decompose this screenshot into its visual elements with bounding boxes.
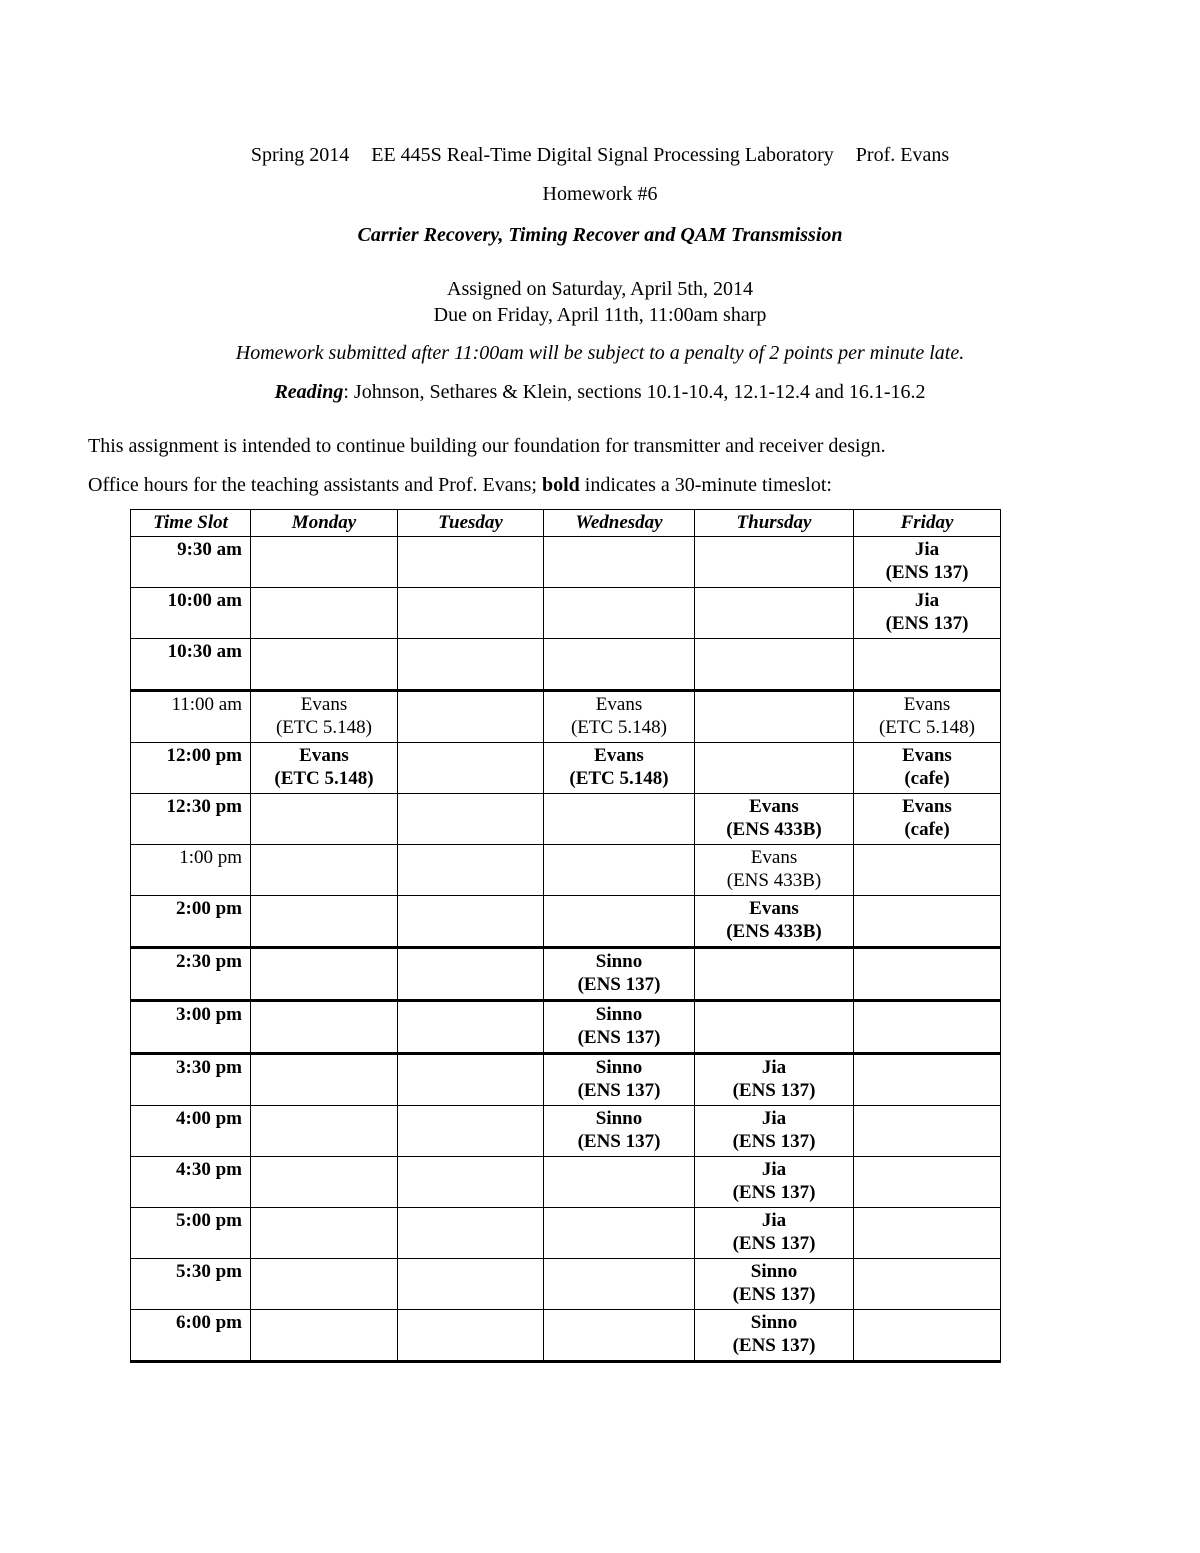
office-hours-person: Evans	[594, 745, 644, 766]
office-hours-location: (ENS 137)	[885, 613, 969, 634]
reading-label: Reading	[274, 381, 344, 403]
time-slot-cell: 2:00 pm	[131, 896, 251, 948]
course-header	[0, 143, 1200, 167]
time-slot-cell: 5:00 pm	[131, 1208, 251, 1259]
time-slot-cell: 2:30 pm	[131, 948, 251, 1001]
schedule-cell-wednesday	[544, 691, 695, 743]
schedule-cell-monday	[251, 845, 398, 896]
hours-prefix: Office hours for the teaching assistants and Prof. Evans;	[88, 474, 542, 496]
late-penalty-note: Homework submitted after 11:00am will be subject to a penalty of 2 points per minute late.	[235, 342, 965, 364]
schedule-cell-tuesday	[398, 896, 544, 948]
schedule-cell-thursday	[695, 896, 854, 948]
time-slot-cell: 1:00 pm	[131, 845, 251, 896]
reading-text: : Johnson, Sethares & Klein, sections 10.1-10.4, 12.1-12.4 and 16.1-16.2	[343, 381, 926, 403]
schedule-cell-wednesday	[544, 743, 695, 794]
schedule-cell-tuesday	[398, 537, 544, 588]
office-hours-person: Jia	[761, 1057, 787, 1078]
schedule-cell-wednesday	[544, 1208, 695, 1259]
office-hours-person: Evans	[903, 694, 951, 715]
schedule-cell-friday	[854, 1208, 1001, 1259]
time-slot-cell: 11:00 am	[131, 691, 251, 743]
time-slot-cell: 3:30 pm	[131, 1054, 251, 1106]
schedule-cell-tuesday	[398, 588, 544, 639]
office-hours-person: Evans	[902, 745, 952, 766]
schedule-cell-wednesday	[544, 794, 695, 845]
schedule-cell-thursday	[695, 794, 854, 845]
schedule-cell-friday	[854, 1106, 1001, 1157]
table-row	[131, 588, 1001, 639]
schedule-cell-friday	[854, 639, 1001, 691]
table-row	[131, 1106, 1001, 1157]
office-hours-person: Sinno	[595, 1108, 643, 1129]
office-hours-location: (ENS 137)	[885, 562, 969, 583]
schedule-cell-wednesday	[544, 1054, 695, 1106]
office-hours-person: Jia	[761, 1210, 787, 1231]
schedule-cell-wednesday	[544, 845, 695, 896]
table-row	[131, 691, 1001, 743]
schedule-cell-friday	[854, 743, 1001, 794]
schedule-cell-wednesday	[544, 1157, 695, 1208]
schedule-cell-monday	[251, 1310, 398, 1362]
office-hours-location: (ENS 137)	[577, 1131, 661, 1152]
office-hours-person: Sinno	[750, 1261, 798, 1282]
schedule-cell-friday	[854, 1001, 1001, 1054]
office-hours-location: (ENS 137)	[577, 1027, 661, 1048]
schedule-cell-wednesday	[544, 537, 695, 588]
schedule-cell-thursday	[695, 1106, 854, 1157]
schedule-cell-thursday	[695, 1310, 854, 1362]
office-hours-person: Evans	[299, 745, 349, 766]
schedule-cell-wednesday	[544, 588, 695, 639]
office-hours-location: (ENS 433B)	[726, 921, 822, 942]
schedule-cell-thursday	[695, 1157, 854, 1208]
table-row	[131, 743, 1001, 794]
time-slot-cell: 12:30 pm	[131, 794, 251, 845]
office-hours-location: (ETC 5.148)	[570, 717, 668, 738]
time-slot-cell: 3:00 pm	[131, 1001, 251, 1054]
office-hours-location: (ETC 5.148)	[274, 768, 374, 789]
schedule-cell-friday	[854, 1310, 1001, 1362]
office-hours-location: (ENS 137)	[732, 1335, 816, 1356]
table-row	[131, 639, 1001, 691]
table-row	[131, 537, 1001, 588]
schedule-cell-wednesday	[544, 639, 695, 691]
office-hours-person: Evans	[300, 694, 348, 715]
schedule-cell-monday	[251, 1157, 398, 1208]
office-hours-person: Sinno	[595, 951, 643, 972]
assigned-date: Assigned on Saturday, April 5th, 2014	[447, 278, 753, 300]
office-hours-location: (ETC 5.148)	[275, 717, 373, 738]
schedule-cell-friday	[854, 691, 1001, 743]
homework-subtitle: Carrier Recovery, Timing Recover and QAM Transmission	[357, 224, 843, 246]
schedule-cell-monday	[251, 588, 398, 639]
office-hours-person: Evans	[749, 796, 799, 817]
schedule-cell-friday	[854, 588, 1001, 639]
schedule-cell-tuesday	[398, 1106, 544, 1157]
table-row	[131, 1310, 1001, 1362]
office-hours-location: (ETC 5.148)	[878, 717, 976, 738]
office-hours-location: (ETC 5.148)	[569, 768, 669, 789]
schedule-cell-tuesday	[398, 1208, 544, 1259]
schedule-cell-friday	[854, 1157, 1001, 1208]
schedule-cell-monday	[251, 691, 398, 743]
schedule-cell-friday	[854, 1259, 1001, 1310]
schedule-cell-tuesday	[398, 1054, 544, 1106]
table-row	[131, 845, 1001, 896]
reading-assignment	[0, 380, 1200, 404]
table-row	[131, 1259, 1001, 1310]
homework-number: Homework #6	[542, 183, 658, 205]
office-hours-person: Sinno	[595, 1004, 643, 1025]
schedule-cell-monday	[251, 1106, 398, 1157]
instructor: Prof. Evans	[855, 144, 950, 166]
schedule-cell-wednesday	[544, 1001, 695, 1054]
schedule-cell-monday	[251, 794, 398, 845]
column-header-wednesday: Wednesday	[544, 510, 695, 537]
due-date: Due on Friday, April 11th, 11:00am sharp	[433, 304, 767, 326]
semester: Spring 2014	[250, 144, 350, 166]
schedule-cell-tuesday	[398, 639, 544, 691]
office-hours-person: Evans	[750, 847, 798, 868]
column-header-tuesday: Tuesday	[398, 510, 544, 537]
schedule-cell-tuesday	[398, 1259, 544, 1310]
time-slot-cell: 4:30 pm	[131, 1157, 251, 1208]
table-row	[131, 1001, 1001, 1054]
schedule-cell-thursday	[695, 588, 854, 639]
column-header-thursday: Thursday	[695, 510, 854, 537]
hours-suffix: indicates a 30-minute timeslot:	[579, 474, 832, 496]
schedule-cell-wednesday	[544, 896, 695, 948]
table-row	[131, 1054, 1001, 1106]
schedule-cell-friday	[854, 794, 1001, 845]
time-slot-cell: 5:30 pm	[131, 1259, 251, 1310]
schedule-cell-wednesday	[544, 1310, 695, 1362]
schedule-cell-thursday	[695, 537, 854, 588]
time-slot-cell: 6:00 pm	[131, 1310, 251, 1362]
schedule-cell-thursday	[695, 691, 854, 743]
office-hours-person: Jia	[761, 1108, 787, 1129]
column-header-time-slot: Time Slot	[131, 510, 251, 537]
schedule-cell-thursday	[695, 845, 854, 896]
schedule-cell-monday	[251, 639, 398, 691]
schedule-cell-friday	[854, 896, 1001, 948]
table-body	[131, 537, 1001, 1362]
office-hours-person: Evans	[902, 796, 952, 817]
office-hours-location: (ENS 137)	[732, 1182, 816, 1203]
schedule-cell-tuesday	[398, 794, 544, 845]
schedule-cell-thursday	[695, 639, 854, 691]
schedule-cell-thursday	[695, 948, 854, 1001]
time-slot-cell: 12:00 pm	[131, 743, 251, 794]
office-hours-person: Evans	[595, 694, 643, 715]
office-hours-person: Jia	[914, 590, 940, 611]
office-hours-location: (ENS 137)	[577, 1080, 661, 1101]
intro-paragraph: This assignment is intended to continue building our foundation for transmitter and receiver design.	[88, 435, 886, 457]
schedule-cell-tuesday	[398, 948, 544, 1001]
schedule-cell-tuesday	[398, 743, 544, 794]
office-hours-person: Jia	[914, 539, 940, 560]
schedule-cell-wednesday	[544, 948, 695, 1001]
schedule-cell-wednesday	[544, 1106, 695, 1157]
schedule-cell-thursday	[695, 1001, 854, 1054]
table-row	[131, 1157, 1001, 1208]
time-slot-cell: 9:30 am	[131, 537, 251, 588]
office-hours-paragraph	[88, 473, 1118, 497]
office-hours-location: (cafe)	[904, 819, 950, 840]
office-hours-location: (ENS 137)	[577, 974, 661, 995]
schedule-cell-monday	[251, 948, 398, 1001]
table-row	[131, 1208, 1001, 1259]
office-hours-table	[130, 509, 1001, 1363]
office-hours-person: Sinno	[595, 1057, 643, 1078]
schedule-cell-friday	[854, 948, 1001, 1001]
office-hours-location: (ENS 137)	[732, 1080, 816, 1101]
office-hours-location: (ENS 137)	[732, 1233, 816, 1254]
schedule-cell-tuesday	[398, 1157, 544, 1208]
schedule-cell-monday	[251, 1208, 398, 1259]
office-hours-person: Sinno	[750, 1312, 798, 1333]
column-header-monday: Monday	[251, 510, 398, 537]
schedule-cell-thursday	[695, 743, 854, 794]
office-hours-location: (ENS 137)	[732, 1284, 816, 1305]
schedule-cell-thursday	[695, 1208, 854, 1259]
schedule-cell-tuesday	[398, 1001, 544, 1054]
schedule-cell-monday	[251, 896, 398, 948]
table-row	[131, 794, 1001, 845]
schedule-cell-monday	[251, 743, 398, 794]
schedule-cell-friday	[854, 1054, 1001, 1106]
schedule-cell-monday	[251, 1259, 398, 1310]
table-header-row	[131, 510, 1001, 537]
office-hours-location: (ENS 137)	[732, 1131, 816, 1152]
schedule-cell-monday	[251, 537, 398, 588]
time-slot-cell: 4:00 pm	[131, 1106, 251, 1157]
course-title: EE 445S Real-Time Digital Signal Processing Laboratory	[371, 144, 834, 166]
time-slot-cell: 10:00 am	[131, 588, 251, 639]
office-hours-person: Jia	[761, 1159, 787, 1180]
schedule-cell-tuesday	[398, 1310, 544, 1362]
schedule-cell-thursday	[695, 1259, 854, 1310]
office-hours-person: Evans	[749, 898, 799, 919]
schedule-cell-tuesday	[398, 845, 544, 896]
hours-bold-word: bold	[541, 474, 580, 496]
schedule-cell-thursday	[695, 1054, 854, 1106]
table-row	[131, 896, 1001, 948]
schedule-cell-friday	[854, 845, 1001, 896]
schedule-cell-tuesday	[398, 691, 544, 743]
office-hours-location: (ENS 433B)	[726, 819, 822, 840]
time-slot-cell: 10:30 am	[131, 639, 251, 691]
schedule-cell-wednesday	[544, 1259, 695, 1310]
column-header-friday: Friday	[854, 510, 1001, 537]
schedule-cell-monday	[251, 1054, 398, 1106]
schedule-cell-friday	[854, 537, 1001, 588]
office-hours-location: (cafe)	[904, 768, 950, 789]
schedule-cell-monday	[251, 1001, 398, 1054]
office-hours-location: (ENS 433B)	[726, 870, 822, 891]
table-row	[131, 948, 1001, 1001]
